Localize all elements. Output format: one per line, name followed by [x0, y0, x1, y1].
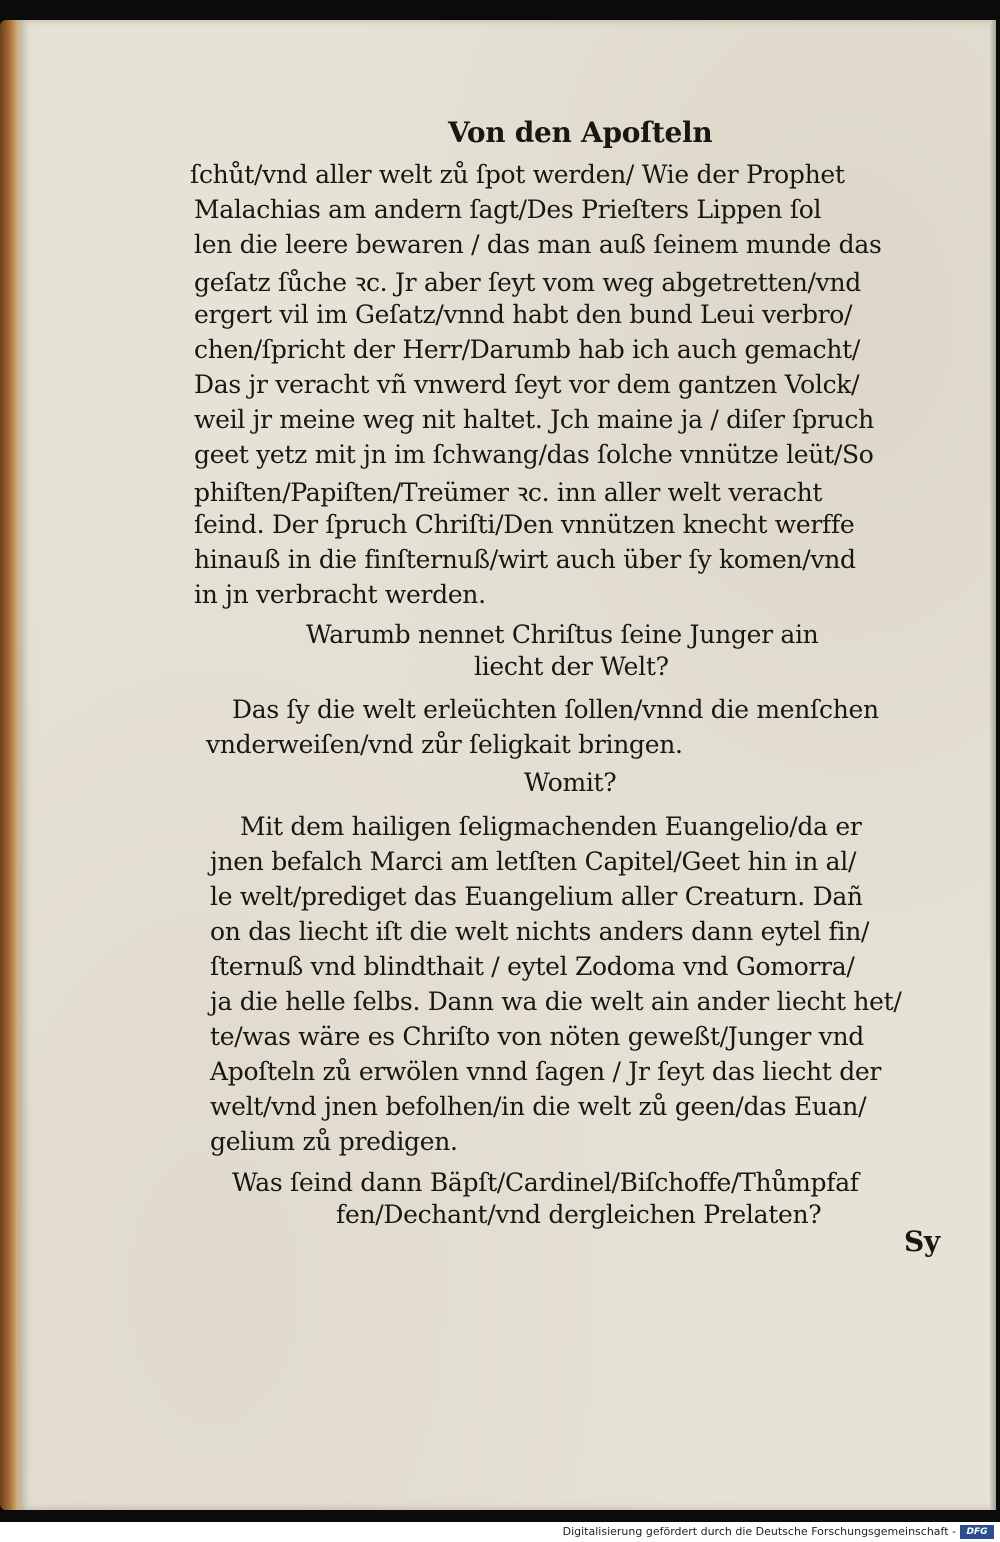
text-line: len die leere bewaren / das man auß ſeinem munde das: [194, 230, 882, 259]
answer-line: ja die helle ſelbs. Dann wa die welt ain ander liecht het/: [210, 987, 902, 1016]
funding-credit: Digitalisierung gefördert durch die Deutsche Forschungsgemeinschaft -: [562, 1525, 956, 1538]
answer-line: le welt/prediget das Euangelium aller Creaturn. Dañ: [210, 882, 863, 911]
answer-line: vnderweiſen/vnd zůr ſeligkait bringen.: [206, 730, 683, 759]
dfg-logo[interactable]: DFG: [960, 1525, 994, 1539]
catchword: Sy: [904, 1225, 940, 1258]
footer-bar: [0, 1522, 1000, 1542]
answer-line: jnen befalch Marci am letſten Capitel/Geet hin in al/: [210, 847, 857, 876]
question-heading: liecht der Welt?: [474, 652, 669, 681]
book-page: [18, 20, 996, 1510]
text-line: geet yetz mit jn im ſchwang/das ſolche vnnütze leüt/So: [194, 440, 874, 469]
question-heading: fen/Dechant/vnd dergleichen Prelaten?: [336, 1200, 822, 1229]
answer-line: te/was wäre es Chriſto von nöten geweßt/Junger vnd: [210, 1022, 864, 1051]
question-heading: Womit?: [524, 768, 617, 797]
question-heading: Was ſeind dann Bäpſt/Cardinel/Biſchoffe/Thůmpfaf: [232, 1168, 859, 1197]
answer-line: Das ſy die welt erleüchten ſollen/vnnd die menſchen: [232, 695, 879, 724]
question-heading: Warumb nennet Chriſtus ſeine Junger ain: [306, 620, 819, 649]
answer-line: ſternuß vnd blindthait / eytel Zodoma vnd Gomorra/: [210, 952, 855, 981]
text-line: ergert vil im Geſatz/vnnd habt den bund Leui verbro/: [194, 300, 853, 329]
text-line: ſeind. Der ſpruch Chriſti/Den vnnützen knecht werffe: [194, 510, 855, 539]
text-line: chen/ſpricht der Herr/Darumb hab ich auch gemacht/: [194, 335, 861, 364]
answer-line: Mit dem hailigen ſeligmachenden Euangelio/da er: [240, 812, 862, 841]
page-right-edge: [990, 20, 996, 1510]
answer-line: Apoſteln zů erwölen vnnd ſagen / Jr ſeyt das liecht der: [210, 1057, 882, 1086]
text-line: Das jr veracht vñ vnwerd ſeyt vor dem gantzen Volck/: [194, 370, 860, 399]
answer-line: on das liecht iſt die welt nichts anders dann eytel fin/: [210, 917, 870, 946]
answer-line: gelium zů predigen.: [210, 1127, 458, 1156]
text-line: phiſten/Papiſten/Treümer ꝛc. inn aller welt veracht: [194, 478, 823, 507]
text-line: geſatz ſůche ꝛc. Jr aber ſeyt vom weg abgetretten/vnd: [194, 268, 861, 297]
answer-line: welt/vnd jnen befolhen/in die welt zů geen/das Euan/: [210, 1092, 867, 1121]
text-line: ſchůt/vnd aller welt zů ſpot werden/ Wie der Prophet: [190, 160, 845, 189]
text-line: weil jr meine weg nit haltet. Jch maine ja / diſer ſpruch: [194, 405, 874, 434]
text-line: Malachias am andern ſagt/Des Prieſters Lippen ſol: [194, 195, 822, 224]
text-line: in jn verbracht werden.: [194, 580, 486, 609]
text-line: hinauß in die finſternuß/wirt auch über ſy komen/vnd: [194, 545, 856, 574]
running-head: Von den Apoſteln: [448, 116, 713, 149]
